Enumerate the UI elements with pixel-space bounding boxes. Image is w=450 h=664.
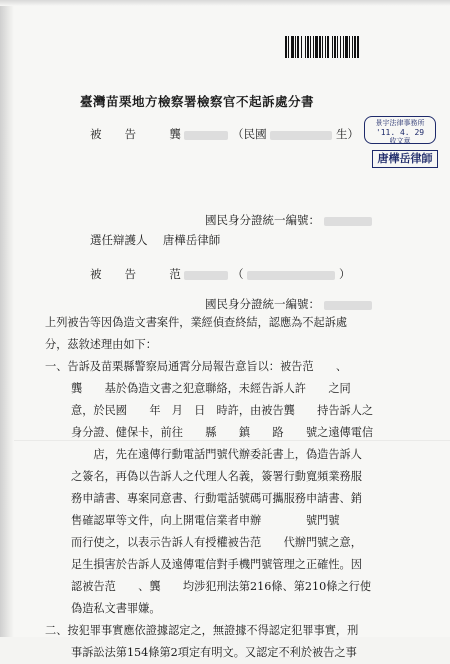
section1-line: 身分證、健保卡，前往 縣 鎮 路 號之遠傳電信 (71, 426, 374, 439)
barcode-bar (357, 36, 359, 58)
defendant1-name: 龔 (169, 127, 181, 141)
lawyer-name: 唐樺岳律師 (162, 233, 221, 247)
received-stamp (364, 116, 436, 144)
lawyer-row (90, 232, 220, 248)
section1-line: 偽造私文書罪嫌。 (71, 602, 161, 615)
lawyer-seal: 唐樺岳律師 (372, 150, 438, 168)
section1-line: 認被告范 、龔 均涉犯刑法第216條、第210條之行使 (71, 580, 372, 593)
defendant2-label: 被 告 (90, 267, 136, 281)
defendant1-row (90, 126, 359, 142)
redaction (270, 131, 332, 140)
section1-line: 務申請書、專案同意書、行動電話號碼可攜服務申請書、銷 (71, 492, 362, 505)
redaction (184, 131, 228, 140)
defendant2-name: 范 (169, 267, 181, 281)
section1-line: 而行使之，以表示告訴人有授權被告范 代辦門號之意， (71, 536, 362, 549)
section2-line: 二、按犯罪事實應依證據認定之，無證據不得認定犯罪事實，刑 (45, 624, 359, 637)
section1-line: 售確認單等文件，向上開電信業者申辦 號門號 (71, 514, 340, 527)
defendant2-id-row (205, 296, 372, 312)
scan-shadow-top (0, 0, 450, 6)
section1-line: 店，先在遠傳行動電話門號代辦委託書上，偽造告訴人 (71, 448, 362, 461)
section2-line: 事訴訟法第154條第2項定有明文。又認定不利於被告之事 (71, 646, 357, 659)
defendant2-row (90, 266, 350, 282)
lawyer-label: 選任辯護人 (90, 233, 148, 247)
redaction (247, 271, 335, 280)
defendant1-id-row (205, 212, 372, 228)
section1-line: 龔 基於偽造文書之犯意聯絡，未經告訴人許 之同 (71, 382, 351, 395)
section1-line: 足生損害於告訴人及遠傳電信對手機門號管理之正確性。因 (71, 558, 362, 571)
stamp-office-sub: 收文章 (389, 137, 411, 145)
barcode (285, 36, 437, 58)
scan-shadow-left (0, 0, 14, 637)
stamp-date: '11. 4. 29 (375, 128, 425, 137)
defendant2-birth-prefix: （ (232, 267, 244, 281)
section1-line: 意，於民國 年 月 日 時許，由被告龔 持告訴人之 (71, 404, 374, 417)
redaction (324, 301, 372, 310)
defendant1-label: 被 告 (90, 127, 136, 141)
defendant2-id-label: 國民身分證統一編號： (205, 297, 320, 311)
redaction (184, 271, 228, 280)
section1-line: 之簽名，再偽以告訴人之代理人名義，簽署行動寬頻業務服 (71, 470, 362, 483)
body-text (45, 312, 440, 664)
redaction (324, 217, 372, 226)
defendant2-birth-suffix: ） (338, 267, 351, 281)
section1-line: 一、告訴及苗栗縣警察局通霄分局報告意旨以：被告范 、 (45, 360, 348, 373)
stamp-office-name: 景宇法律事務所 (375, 119, 425, 127)
document-title: 臺灣苗栗地方檢察署檢察官不起訴處分書 (80, 94, 315, 109)
defendant1-birth-prefix: （民國 (232, 127, 267, 141)
intro-line: 分，茲敘述理由如下： (45, 338, 157, 351)
defendant1-id-label: 國民身分證統一編號： (205, 213, 320, 227)
intro-line: 上列被告等因偽造文書案件，業經偵查終結，認應為不起訴處 (45, 316, 348, 329)
defendant1-birth-suffix: 生） (335, 127, 359, 141)
